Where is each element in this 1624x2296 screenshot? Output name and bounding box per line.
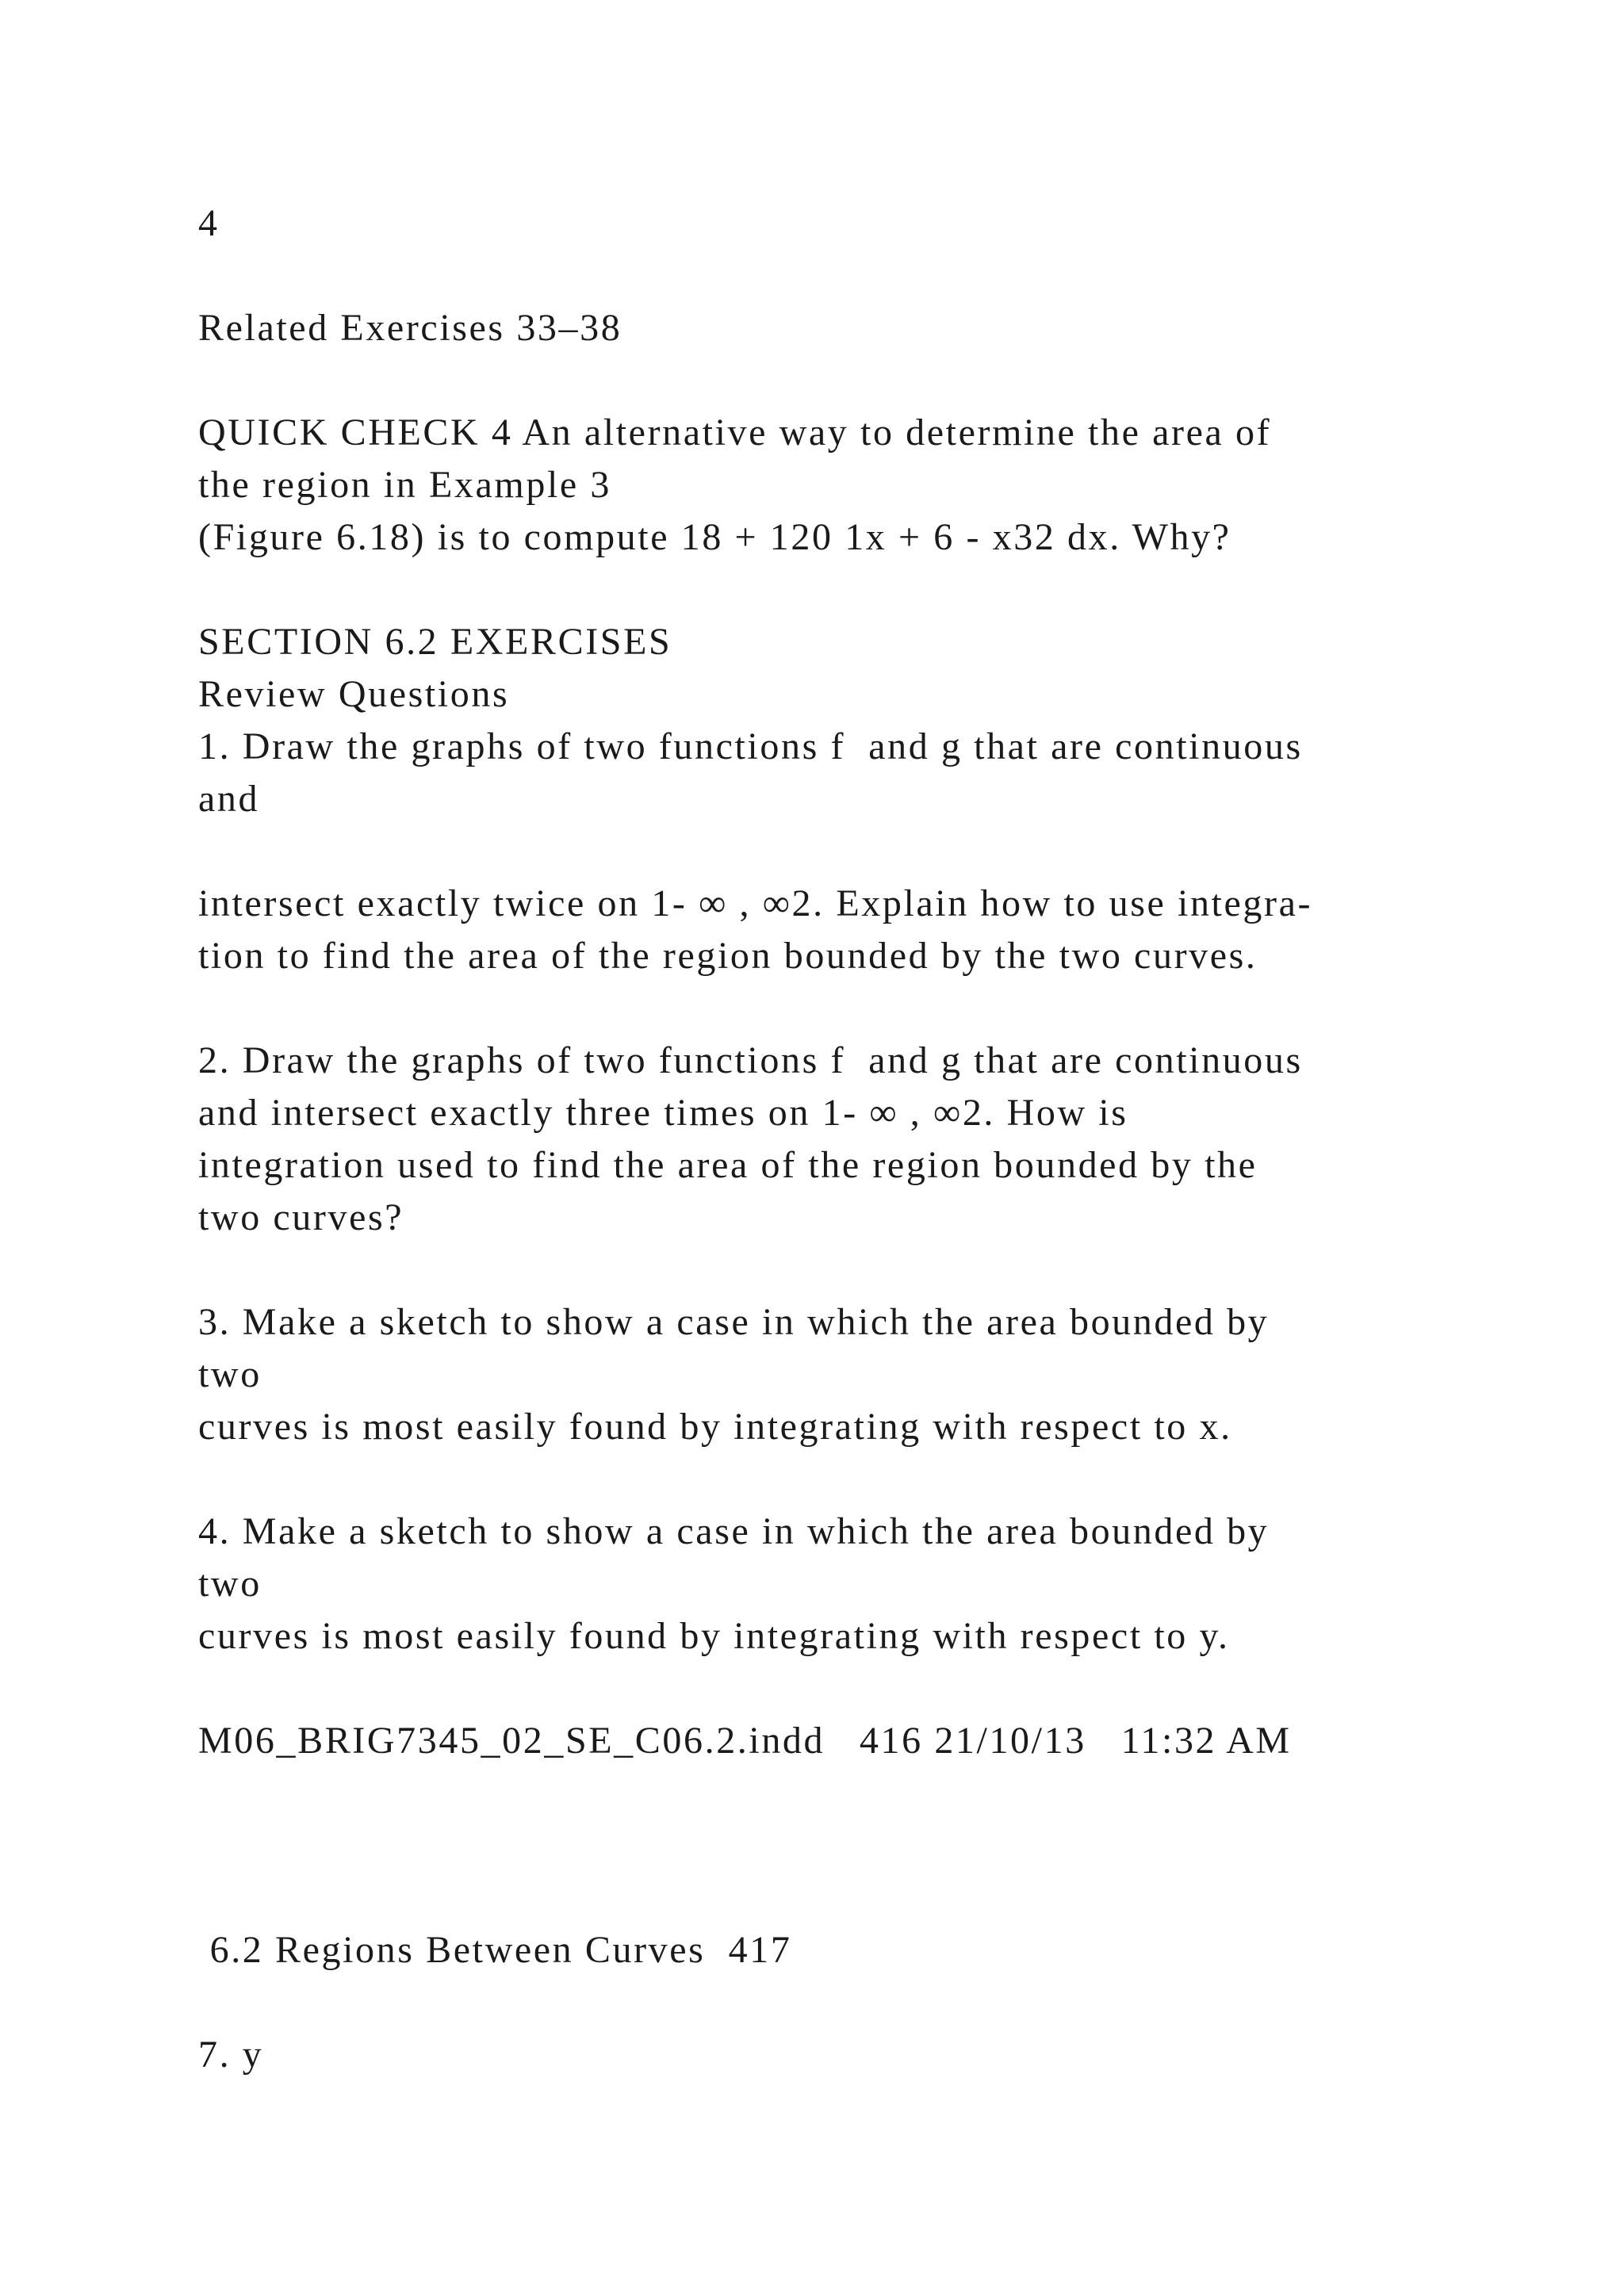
file-slug-footer: M06_BRIG7345_02_SE_C06.2.indd 416 21/10/13 11:32 AM	[198, 1720, 1292, 1762]
related-exercises: Related Exercises 33–38	[198, 307, 622, 349]
question-1-line-2: and	[198, 778, 260, 820]
question-4-line-1: 4. Make a sketch to show a case in which the area bounded by	[198, 1510, 1270, 1552]
quick-check-line-2: the region in Example 3	[198, 464, 612, 506]
section-heading: SECTION 6.2 EXERCISES	[198, 621, 672, 663]
question-2-line-2: and intersect exactly three times on 1- ∞ , ∞2. How is	[198, 1092, 1128, 1134]
question-2-line-4: two curves?	[198, 1196, 404, 1238]
question-2-line-3: integration used to find the area of the region bounded by the	[198, 1144, 1258, 1186]
question-1-line-4: tion to find the area of the region bounded by the two curves.	[198, 935, 1258, 977]
question-1-line-3: intersect exactly twice on 1- ∞ , ∞2. Explain how to use integra-	[198, 882, 1313, 924]
review-questions-heading: Review Questions	[198, 673, 510, 715]
running-header: 6.2 Regions Between Curves 417	[198, 1929, 792, 1971]
question-1-line-1: 1. Draw the graphs of two functions f and g that are continuous	[198, 725, 1303, 767]
question-4-line-3: curves is most easily found by integrating with respect to y.	[198, 1615, 1230, 1657]
question-3-line-1: 3. Make a sketch to show a case in which the area bounded by	[198, 1301, 1270, 1343]
exercise-7-fragment: 7. y	[198, 2034, 264, 2076]
question-4-line-2: two	[198, 1563, 262, 1605]
question-2-line-1: 2. Draw the graphs of two functions f and g that are continuous	[198, 1039, 1303, 1081]
question-3-line-2: two	[198, 1353, 262, 1395]
question-3-line-3: curves is most easily found by integrating with respect to x.	[198, 1406, 1232, 1448]
page-fragment-number: 4	[198, 202, 220, 244]
quick-check-line-3: (Figure 6.18) is to compute 18 + 120 1x + 6 - x32 dx. Why?	[198, 516, 1231, 558]
quick-check-line-1: QUICK CHECK 4 An alternative way to determine the area of	[198, 411, 1272, 453]
